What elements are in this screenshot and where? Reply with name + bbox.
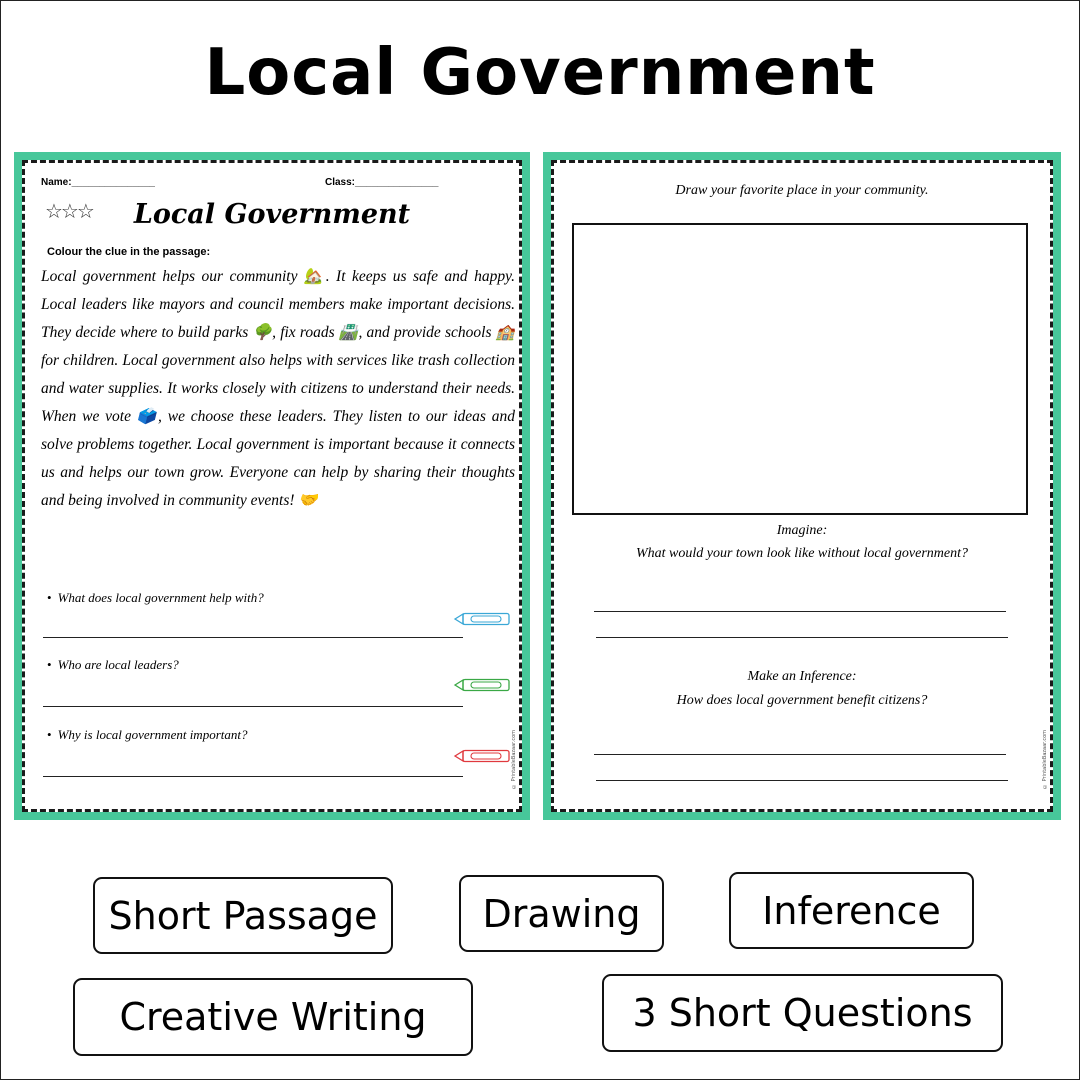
page-title: Local Government: [204, 36, 876, 110]
copyright-text: © PrintableBazaar.com: [1042, 730, 1048, 789]
question-3: • Why is local government important?: [47, 727, 248, 742]
writing-line: [594, 754, 1006, 755]
blue-crayon-icon: [453, 612, 513, 626]
question-2: • Who are local leaders?: [47, 657, 179, 672]
worksheet-page: [22, 160, 522, 812]
imagine-label: Imagine:: [776, 523, 828, 538]
answer-line-3: [43, 776, 463, 777]
writing-line: [596, 780, 1008, 781]
answer-line-2: [43, 706, 463, 707]
clue-instruction: Colour the clue in the passage:: [47, 246, 211, 258]
writing-line: [596, 637, 1008, 638]
tag-creative-writing: Creative Writing: [73, 978, 473, 1056]
star-rating-icon: ☆☆☆: [45, 199, 93, 223]
red-crayon-icon: [453, 749, 513, 763]
tag-inference: Inference: [729, 872, 974, 949]
activity-page: [551, 160, 1053, 812]
writing-line: [594, 611, 1006, 612]
tag-3-short-questions: 3 Short Questions: [602, 974, 1003, 1052]
worksheet-title: Local Government: [133, 199, 411, 230]
inference-label: Make an Inference:: [747, 669, 857, 684]
tag-drawing: Drawing: [459, 875, 664, 952]
inference-question: How does local government benefit citizens?: [676, 693, 928, 708]
tag-short-passage: Short Passage: [93, 877, 393, 954]
imagine-question: What would your town look like without local government?: [635, 546, 969, 561]
drawing-prompt: Draw your favorite place in your community.: [675, 183, 929, 198]
reading-passage: Local government helps our community 🏡. It keeps us safe and happy. Local leaders like mayors and council members make important decisions. They decide where to build parks 🌳, fix roads 🛣️, and provide schools 🏫 for children. Local government also helps with services like trash collection and water supplies. It works closely with citizens to understand their needs. When we vote 🗳️, we choose these leaders. They listen to our ideas and solve problems together. Local government is important because it connects us and helps our town grow. Everyone can help by sharing their thoughts and being involved in community events! 🤝: [41, 268, 515, 509]
green-crayon-icon: [453, 678, 513, 692]
drawing-box: [572, 223, 1028, 515]
worksheet-preview: [14, 152, 530, 820]
answer-line-1: [43, 637, 463, 638]
question-1-text: What does local government help with?: [57, 590, 264, 605]
question-2-text: Who are local leaders?: [57, 657, 179, 672]
name-field-label: Name:_______________: [41, 177, 155, 188]
activity-preview: [543, 152, 1061, 820]
question-1: • What does local government help with?: [47, 590, 264, 605]
copyright-text: © PrintableBazaar.com: [511, 730, 517, 789]
class-field-label: Class:_______________: [325, 177, 439, 188]
question-3-text: Why is local government important?: [57, 727, 248, 742]
